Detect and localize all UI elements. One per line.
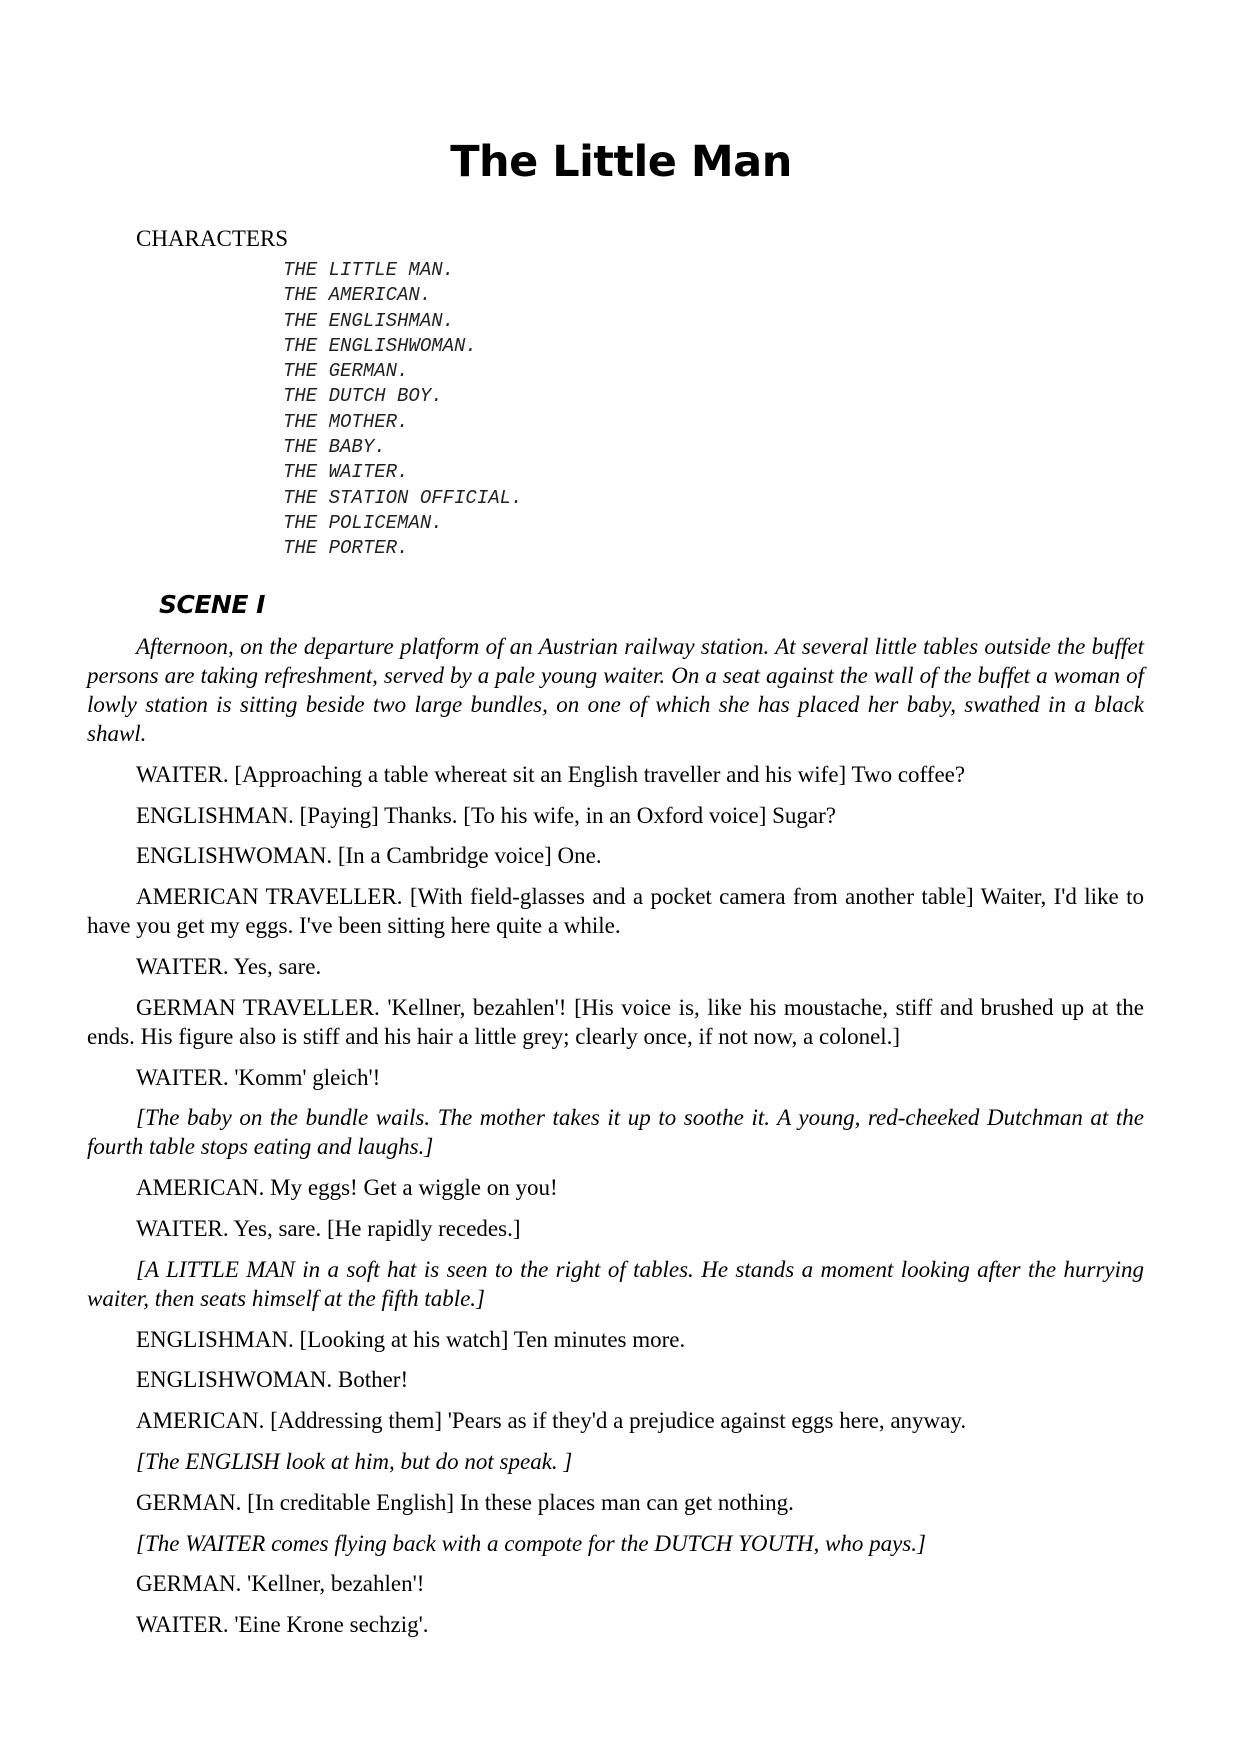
stage-direction: [The ENGLISH look at him, but do not speak. ] (136, 1448, 573, 1474)
dialogue-line: WAITER. 'Eine Krone sechzig'. (136, 1612, 429, 1638)
dialogue-line: WAITER. Yes, sare. [He rapidly recedes.] (136, 1215, 521, 1241)
dialogue-line: GERMAN TRAVELLER. 'Kellner, bezahlen'! [His voice is, like his moustache, stiff and brushed up at the ends. His figure also is stiff and his hair a little grey; clearly once, if not now, a colonel.] (87, 994, 1144, 1049)
dialogue-line: WAITER. Yes, sare. (136, 953, 322, 979)
dialogue-line: AMERICAN TRAVELLER. [With field-glasses and a pocket camera from another table] Waiter, I'd like to have you get my eggs. I've been sitting here quite a while. (87, 884, 1144, 939)
dialogue-line: ENGLISHWOMAN. [In a Cambridge voice] One. (136, 843, 602, 869)
characters-heading: CHARACTERS (136, 226, 289, 251)
dialogue-line: AMERICAN. My eggs! Get a wiggle on you! (136, 1175, 558, 1201)
character-item: THE POLICEMAN. (283, 511, 443, 534)
character-item: THE GERMAN. (283, 360, 409, 383)
dialogue-line: ENGLISHMAN. [Looking at his watch] Ten minutes more. (136, 1326, 686, 1352)
stage-direction: [A LITTLE MAN in a soft hat is seen to the right of tables. He stands a moment looking after the hurrying waiter, then seats himself at the fifth table.] (87, 1256, 1144, 1311)
dialogue-line: GERMAN. [In creditable English] In these places man can get nothing. (136, 1489, 794, 1515)
play-title: The Little Man (450, 137, 792, 187)
character-item: THE STATION OFFICIAL. (283, 486, 523, 509)
dialogue-line: ENGLISHMAN. [Paying] Thanks. [To his wife, in an Oxford voice] Sugar? (136, 802, 836, 828)
dialogue-line: AMERICAN. [Addressing them] 'Pears as if they'd a prejudice against eggs here, anyway. (136, 1408, 967, 1434)
dialogue-line: WAITER. 'Komm' gleich'! (136, 1064, 381, 1090)
character-item: THE PORTER. (283, 537, 409, 560)
stage-direction: Afternoon, on the departure platform of an Austrian railway station. At several little tables outside the buffet persons are taking refreshment, served by a pale young waiter. On a seat against the wall of the buffet a woman of lowly station is sitting beside two large bundles, on one of which she has placed her baby, swathed in a black shawl. (87, 634, 1144, 746)
character-item: THE AMERICAN. (283, 284, 432, 307)
stage-direction: [The WAITER comes flying back with a compote for the DUTCH YOUTH, who pays.] (136, 1530, 926, 1556)
character-item: THE DUTCH BOY. (283, 385, 443, 408)
stage-direction: [The baby on the bundle wails. The mother takes it up to soothe it. A young, red-cheeked Dutchman at the fourth table stops eating and laughs.] (87, 1105, 1144, 1160)
dialogue-line: ENGLISHWOMAN. Bother! (136, 1367, 409, 1393)
character-item: THE MOTHER. (283, 410, 409, 433)
dialogue-line: WAITER. [Approaching a table whereat sit an English traveller and his wife] Two coffee? (136, 761, 966, 787)
character-list (283, 258, 522, 562)
character-item: THE LITTLE MAN. (283, 259, 455, 281)
character-item: THE ENGLISHWOMAN. (283, 334, 477, 357)
script-body (87, 632, 1144, 1651)
scene-heading: SCENE I (159, 590, 265, 619)
dialogue-line: GERMAN. 'Kellner, bezahlen'! (136, 1571, 425, 1597)
character-item: THE WAITER. (283, 461, 409, 484)
character-item: THE BABY. (283, 436, 386, 459)
character-item: THE ENGLISHMAN. (283, 309, 455, 332)
